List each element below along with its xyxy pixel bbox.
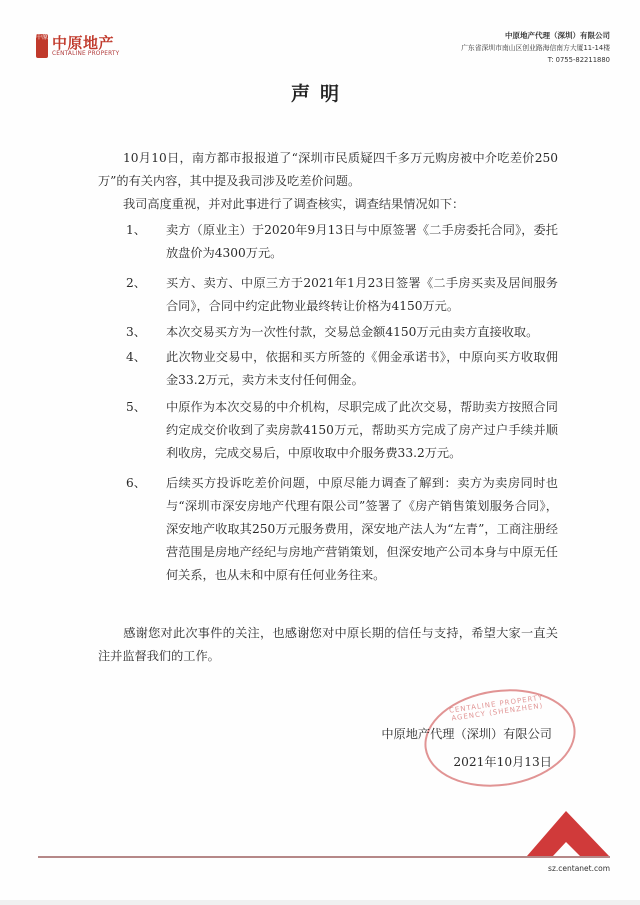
list-item [126, 272, 558, 318]
logo-cn-name: 中原地产 [52, 34, 115, 52]
list-item [126, 346, 558, 392]
closing-paragraph [98, 622, 558, 668]
logo-badge: 中原 [36, 34, 48, 58]
closing-text: 感谢您对此次事件的关注，也感谢您对中原长期的信任与支持，希望大家一直关注并监督我们的工作。 [98, 626, 558, 663]
company-tel: T: 0755-82211880 [547, 56, 610, 64]
item-number: 3、 [126, 325, 146, 339]
page-edge [0, 900, 640, 905]
centaline-logo [36, 34, 156, 60]
item-number: 6、 [126, 476, 146, 490]
item-text: 此次物业交易中，依据和买方所签的《佣金承诺书》，中原向买方收取佣金33.2万元，卖方未支付任何佣金。 [166, 350, 558, 387]
roof-logo-icon [524, 808, 614, 858]
item-number: 2、 [126, 276, 146, 290]
seal-text: CENTALINE PROPERTY AGENCY (SHENZHEN) [448, 693, 544, 723]
signature-company: 中原地产代理（深圳）有限公司 [381, 727, 552, 741]
list-item [126, 219, 558, 265]
lead-paragraph [98, 193, 558, 216]
item-number: 1、 [126, 223, 146, 237]
intro-text: 10月10日，南方都市报报道了“深圳市民质疑四千多万元购房被中介吃差价250万”的有关内容，其中提及我司涉及吃差价问题。 [98, 151, 558, 188]
intro-paragraph [98, 147, 558, 193]
item-number: 5、 [126, 400, 146, 414]
item-text: 买方、卖方、中原三方于2021年1月23日签署《二手房买卖及居间服务合同》，合同中约定此物业最终转让价格为4150万元。 [166, 276, 558, 313]
lead-text: 我司高度重视，并对此事进行了调查核实，调查结果情况如下： [123, 197, 465, 211]
list-item [126, 321, 558, 344]
logo-en-name: CENTALINE PROPERTY [52, 51, 120, 57]
item-number: 4、 [126, 350, 146, 364]
company-address: 广东省深圳市南山区创业路海信南方大厦11-14楼 [461, 44, 610, 52]
list-item [126, 472, 558, 587]
company-header [461, 30, 610, 66]
item-text: 本次交易买方为一次性付款，交易总金额4150万元由卖方直接收取。 [166, 325, 539, 339]
signature-date: 2021年10月13日 [453, 755, 552, 769]
company-name: 中原地产代理（深圳）有限公司 [505, 31, 610, 40]
item-text: 后续买方投诉吃差价问题，中原尽能力调查了解到：卖方为卖房同时也与“深圳市深安房地产代理有限公司”签署了《房产销售策划服务合同》，深安地产收取其250万元服务费用，深安地产法人为“左青”，工商注册经营范围是房地产经纪与房地产营销策划，但深安地产公司本身与中原无任何关系，也从未和中原有任何业务往来。 [166, 476, 558, 582]
item-text: 中原作为本次交易的中介机构，尽职完成了此次交易，帮助卖方按照合同约定成交价收到了卖房款4150万元，帮助买方完成了房产过户手续并顺利收房，完成交易后，中原收取中介服务费33.2万元。 [166, 400, 558, 460]
document-title: 声明 [290, 83, 349, 105]
list-item [126, 396, 558, 465]
item-text: 卖方（原业主）于2020年9月13日与中原签署《二手房委托合同》，委托放盘价为4300万元。 [166, 223, 558, 260]
footer-url: sz.centanet.com [548, 864, 610, 873]
